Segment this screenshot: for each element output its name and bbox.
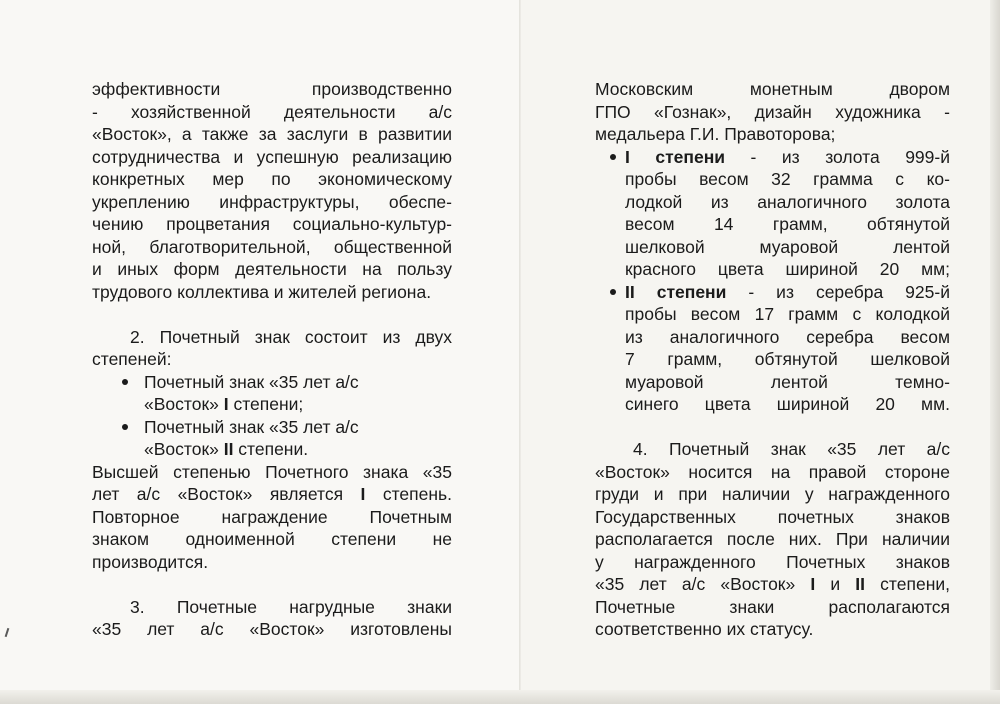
text-line: красного цвета шириной 20 мм; xyxy=(625,259,950,279)
text-line: лет а/с «Восток» является I степень. xyxy=(92,484,452,504)
text-line: синего цвета шириной 20 мм. xyxy=(625,394,950,414)
text-line: 3. Почетные нагрудные знаки xyxy=(130,596,452,617)
list-item xyxy=(92,416,452,461)
text-line: у награжденного Почетных знаков xyxy=(595,551,950,572)
bullet-icon xyxy=(610,154,616,160)
text-line: сотрудничества и успешную реализацию xyxy=(92,146,452,167)
text-line: укреплению инфраструктуры, обеспе- xyxy=(92,191,452,212)
paper-edge-right xyxy=(990,0,1000,704)
bullet-icon xyxy=(122,379,128,385)
text-line: шелковой муаровой лентой xyxy=(625,236,950,257)
text-line: Почетный знак «35 лет а/с xyxy=(144,416,359,437)
text-line: 4. Почетный знак «35 лет а/с xyxy=(633,439,950,459)
degree-list xyxy=(92,371,452,461)
text-line: из аналогичного серебра весом xyxy=(625,326,950,347)
left-column xyxy=(92,78,452,641)
text-line: «35 лет а/с «Восток» I и II степени, xyxy=(595,574,950,594)
text-line: медальера Г.И. Правоторова; xyxy=(595,124,836,144)
text-line: соответственно их статусу. xyxy=(595,619,814,639)
text-line: «Восток», а также за заслуги в развитии xyxy=(92,124,452,144)
text-line: груди и при наличии у награжденного xyxy=(595,484,950,504)
text-line: Почетные знаки располагаются xyxy=(595,596,950,617)
text-line: ной, благотворительной, общественной xyxy=(92,236,452,257)
text-line: «35 лет а/с «Восток» изготовлены xyxy=(92,619,452,639)
text-line: Московским монетным двором xyxy=(595,79,950,99)
text-line: весом 14 грамм, обтянутой xyxy=(625,214,950,234)
text-line: «Восток» II степени. xyxy=(144,439,309,459)
right-column xyxy=(595,78,950,641)
text-line: «Восток» I степени; xyxy=(144,394,304,414)
text-line: располагается после них. При наличии xyxy=(595,529,950,549)
paper-edge-bottom xyxy=(0,690,1000,704)
text-line: Почетный знак «35 лет а/с xyxy=(144,371,359,392)
text-line: пробы весом 17 грамм с колодкой xyxy=(625,304,950,324)
list-item xyxy=(92,371,452,416)
text-line: 7 грамм, обтянутой шелковой xyxy=(625,349,950,369)
text-line: конкретных мер по экономическому xyxy=(92,169,452,189)
text-line: эффективности производственно xyxy=(92,79,452,99)
text-line: муаровой лентой темно- xyxy=(625,371,950,392)
text-line: трудового коллектива и жителей региона. xyxy=(92,281,432,302)
text-line: и иных форм деятельности на пользу xyxy=(92,259,452,279)
list-item-degree-1 xyxy=(595,146,950,281)
text-line: производится. xyxy=(92,551,209,572)
paragraph-1 xyxy=(92,78,452,303)
text-line: «Восток» носится на правой стороне xyxy=(595,461,950,482)
text-line: Высшей степенью Почетного знака «35 xyxy=(92,461,452,482)
text-line: I степени - из золота 999-й xyxy=(625,146,950,167)
text-line: ГПО «Гознак», дизайн художника - xyxy=(595,101,950,122)
clause-2 xyxy=(92,326,452,371)
page-fold xyxy=(519,0,521,704)
degree-spec-list xyxy=(595,146,950,416)
bullet-icon xyxy=(122,424,128,430)
text-line: чению процветания социально-культур- xyxy=(92,214,452,234)
list-item-degree-2 xyxy=(595,281,950,416)
text-line: знаком одноименной степени не xyxy=(92,529,452,549)
text-line: Государственных почетных знаков xyxy=(595,506,950,527)
text-line: II степени - из серебра 925-й xyxy=(625,281,950,302)
bullet-icon xyxy=(610,289,616,295)
clause-3 xyxy=(92,596,452,641)
clause-4 xyxy=(595,438,950,641)
text-line: степеней: xyxy=(92,349,172,369)
highest-degree-paragraph xyxy=(92,461,452,574)
text-line: лодкой из аналогичного золота xyxy=(625,191,950,212)
text-line: Повторное награждение Почетным xyxy=(92,506,452,527)
text-line: - хозяйственной деятельности а/с xyxy=(92,101,452,122)
text-line: 2. Почетный знак состоит из двух xyxy=(130,326,452,347)
clause-3-continued xyxy=(595,78,950,146)
text-line: пробы весом 32 грамма с ко- xyxy=(625,169,950,189)
